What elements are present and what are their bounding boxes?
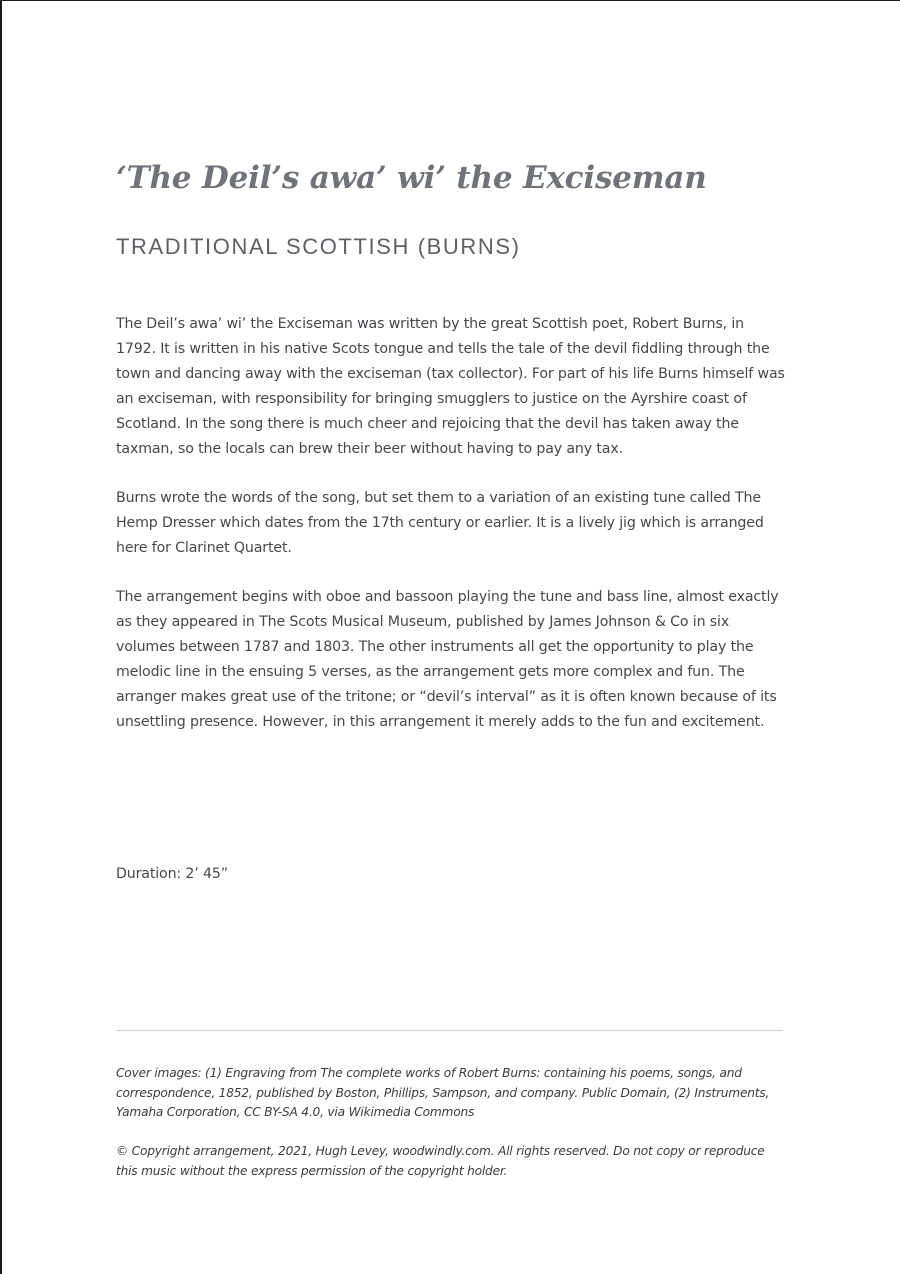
paragraph-arrangement: The arrangement begins with oboe and bassoon playing the tune and bass line, almost exactly as they appeared in The Scots Musical Museum, published by James Johnson & Co in six volumes between 1787 and 1803. The other instruments all get the opportunity to play the melodic line in the ensuing 5 verses, as the arrangement gets more complex and fun. The arranger makes great use of the tritone; or “devil’s interval” as it is often known because of its unsettling presence. However, in this arrangement it merely adds to the fun and excitement. <box>116 589 779 730</box>
page-subtitle: TRADITIONAL SCOTTISH (BURNS) <box>116 234 521 259</box>
description-body <box>116 312 786 759</box>
duration-text: Duration: 2’ 45” <box>116 866 228 882</box>
cover-image-credits: Cover images: (1) Engraving from The complete works of Robert Burns: containing his poems, songs, and correspondence, 1852, published by Boston, Phillips, Sampson, and company. Public Domain, (2) Instruments, Yamaha Corporation, CC BY-SA 4.0, via Wikimedia Commons <box>116 1066 770 1119</box>
copyright-notice: © Copyright arrangement, 2021, Hugh Levey, woodwindly.com. All rights reserved. Do not copy or reproduce this music without the express permission of the copyright holder. <box>116 1144 765 1178</box>
footer-divider <box>116 1030 783 1031</box>
paragraph-history: The Deil’s awa’ wi’ the Exciseman was written by the great Scottish poet, Robert Burns, in 1792. It is written in his native Scots tongue and tells the tale of the devil fiddling through the town and dancing away with the exciseman (tax collector). For part of his life Burns himself was an exciseman, with responsibility for bringing smugglers to justice on the Ayrshire coast of Scotland. In the song there is much cheer and rejoicing that the devil has taken away the taxman, so the locals can brew their beer without having to pay any tax. <box>116 316 785 457</box>
paragraph-tune: Burns wrote the words of the song, but set them to a variation of an existing tune called The Hemp Dresser which dates from the 17th century or earlier. It is a lively jig which is arranged here for Clarinet Quartet. <box>116 490 764 556</box>
page-title: ‘The Deil’s awa’ wi’ the Exciseman <box>116 160 707 196</box>
